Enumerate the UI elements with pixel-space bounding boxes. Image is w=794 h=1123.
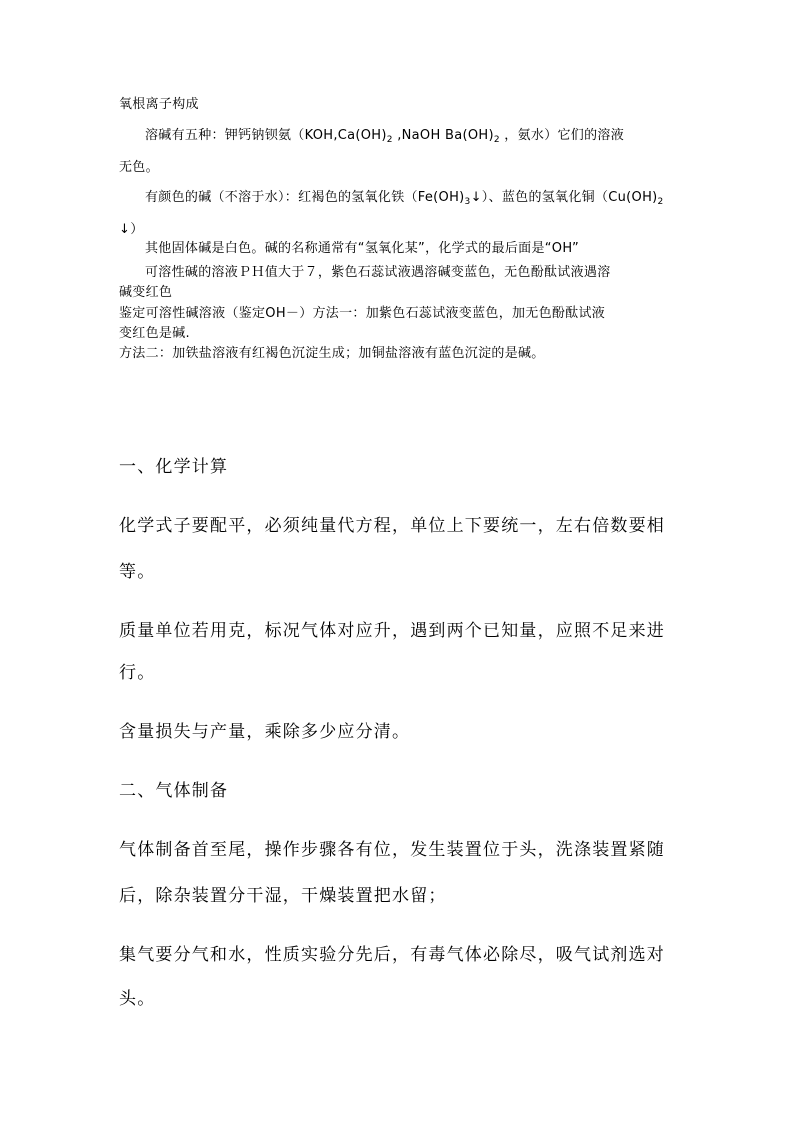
paragraph-line: 集气要分气和水，性质实验分先后，有毒气体必除尽，吸气试剂选对 — [119, 945, 665, 965]
soluble-bases-line: 溶碱有五种：钾钙钠钡氨（$KOH,Ca(OH)_2$ ,NaOH $Ba(OH)_2$ ，氨水）它们的溶液 — [145, 128, 624, 145]
text-line: 变红色是碱. — [119, 326, 190, 341]
text-line: ↓） — [119, 222, 144, 237]
paragraph-line: 含量损失与产量，乘除多少应分清。 — [119, 722, 411, 742]
text-line: 无色。 — [119, 160, 159, 175]
paragraph-line: 气体制备首至尾，操作步骤各有位，发生装置位于头，洗涤装置紧随 — [119, 840, 665, 860]
text-line: 鉴定可溶性碱溶液（鉴定OH－）方法一：加紫色石蕊试液变蓝色，加无色酚酞试液 — [119, 306, 606, 321]
text-line: 其他固体碱是白色。碱的名称通常有“氢氧化某”，化学式的最后面是“OH” — [145, 241, 580, 256]
paragraph-line: 行。 — [119, 663, 156, 683]
section-heading: 一、化学计算 — [119, 457, 229, 477]
paragraph-line: 头。 — [119, 989, 156, 1009]
text-line: 碱变红色 — [119, 285, 173, 300]
paragraph-line: 质量单位若用克，标况气体对应升，遇到两个已知量，应照不足来进 — [119, 621, 665, 641]
section-heading: 二、气体制备 — [119, 781, 229, 801]
text-line: 氧根离子构成 — [119, 97, 199, 112]
paragraph-line: 化学式子要配平，必须纯量代方程，单位上下要统一，左右倍数要相 — [119, 516, 665, 536]
text-line: 方法二：加铁盐溶液有红褐色沉淀生成；加铜盐溶液有蓝色沉淀的是碱。 — [119, 346, 545, 361]
paragraph-line: 等。 — [119, 562, 156, 582]
text-line: 可溶性碱的溶液ＰＨ值大于７，紫色石蕊试液遇溶碱变蓝色，无色酚酞试液遇溶 — [145, 265, 611, 280]
colored-bases-line: 有颜色的碱（不溶于水）：红褐色的氢氧化铁$(Fe(OH)_3↓)$、蓝色的氢氧化铜（$Cu(OH)_2$ — [145, 190, 664, 207]
paragraph-line: 后，除杂装置分干湿，干燥装置把水留； — [119, 886, 447, 906]
